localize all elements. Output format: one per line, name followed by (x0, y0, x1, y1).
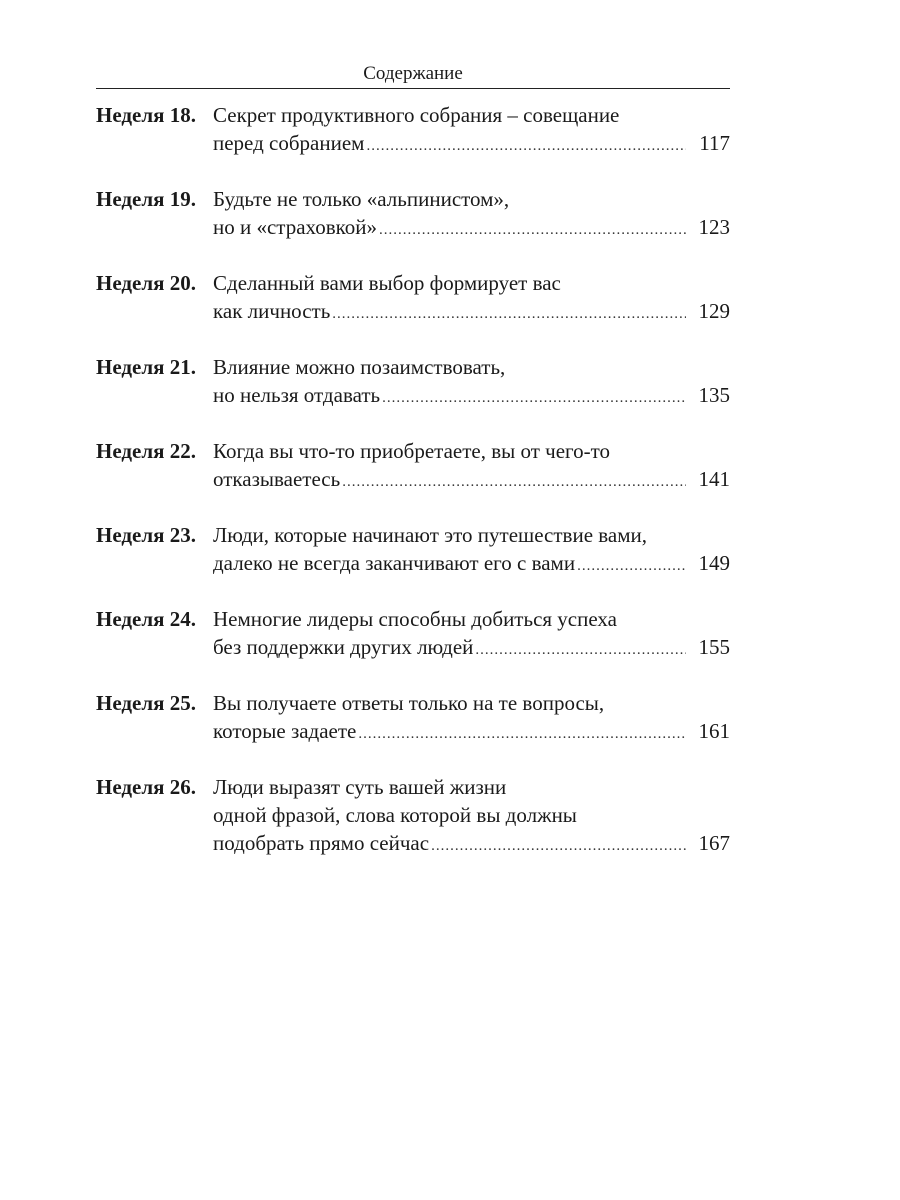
toc-page-number: 149 (698, 551, 730, 575)
table-of-contents (96, 101, 730, 860)
toc-page-number: 155 (698, 635, 730, 659)
dot-leader (475, 636, 686, 664)
toc-entry-week-19[interactable] (96, 185, 730, 244)
toc-page-number: 129 (698, 299, 730, 323)
toc-title-line: отказываетесь (213, 467, 341, 491)
toc-page-number: 135 (698, 383, 730, 407)
toc-page-number: 167 (698, 831, 730, 855)
toc-page-number: 161 (698, 719, 730, 743)
toc-title-line: Люди выразят суть вашей жизни (213, 775, 507, 799)
toc-entry-week-25[interactable] (96, 689, 730, 748)
dot-leader (332, 300, 686, 328)
dot-leader (358, 720, 686, 748)
toc-title-line: далеко не всегда заканчивают его с вами (213, 551, 576, 575)
toc-title-line: Немногие лидеры способны добиться успеха (213, 607, 617, 631)
toc-title-line: Секрет продуктивного собрания – совещание (213, 103, 620, 127)
toc-week-label: Неделя 23. (96, 523, 196, 547)
dot-leader (382, 384, 686, 412)
toc-title-line: без поддержки других людей (213, 635, 474, 659)
toc-entry-week-22[interactable] (96, 437, 730, 496)
toc-week-label: Неделя 19. (96, 187, 196, 211)
toc-title-line: одной фразой, слова которой вы должны (213, 803, 577, 827)
toc-title-line: Люди, которые начинают это путешествие вами, (213, 523, 648, 547)
toc-title-line: Вы получаете ответы только на те вопросы, (213, 691, 605, 715)
dot-leader (342, 468, 686, 496)
toc-title-line: Влияние можно позаимствовать, (213, 355, 506, 379)
toc-title-line: которые задаете (213, 719, 357, 743)
toc-week-label: Неделя 25. (96, 691, 196, 715)
toc-title-line: Когда вы что-то приобретаете, вы от чего-то (213, 439, 611, 463)
dot-leader (366, 132, 686, 160)
toc-week-label: Неделя 26. (96, 775, 196, 799)
toc-page-number: 141 (698, 467, 730, 491)
toc-week-label: Неделя 24. (96, 607, 196, 631)
toc-title-line: Будьте не только «альпинистом», (213, 187, 510, 211)
toc-entry-week-24[interactable] (96, 605, 730, 664)
toc-week-label: Неделя 18. (96, 103, 196, 127)
toc-entry-week-21[interactable] (96, 353, 730, 412)
toc-title-line: но и «страховкой» (213, 215, 378, 239)
toc-title-line: Сделанный вами выбор формирует вас (213, 271, 561, 295)
toc-title-line: но нельзя отдавать (213, 383, 381, 407)
toc-entry-week-23[interactable] (96, 521, 730, 580)
toc-page-number: 117 (699, 131, 730, 155)
running-title: Содержание (96, 62, 730, 89)
toc-title-line: перед собранием (213, 131, 365, 155)
toc-week-label: Неделя 21. (96, 355, 196, 379)
toc-week-label: Неделя 22. (96, 439, 196, 463)
toc-title-line: как личность (213, 299, 331, 323)
toc-week-label: Неделя 20. (96, 271, 196, 295)
dot-leader (577, 552, 686, 580)
dot-leader (379, 216, 686, 244)
dot-leader (431, 832, 686, 860)
toc-page-number: 123 (698, 215, 730, 239)
toc-title-line: подобрать прямо сейчас (213, 831, 430, 855)
toc-entry-week-26[interactable] (96, 773, 730, 860)
toc-entry-week-20[interactable] (96, 269, 730, 328)
toc-entry-week-18[interactable] (96, 101, 730, 160)
